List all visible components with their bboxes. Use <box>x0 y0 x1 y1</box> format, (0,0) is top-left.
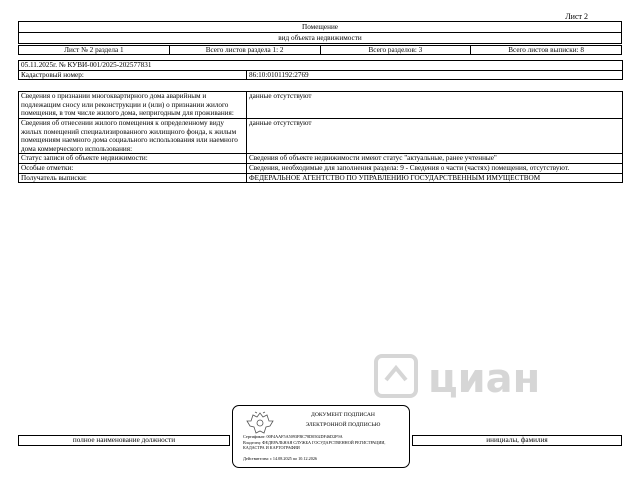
sheet-counts <box>18 45 622 55</box>
table-row <box>19 163 623 173</box>
signature-position-caption: полное наименование должности <box>18 435 230 446</box>
row-label: Особые отметки: <box>19 163 247 173</box>
record-number: 05.11.2025г. № КУВИ-001/2025-202577831 <box>19 61 623 71</box>
row-value: данные отсутствуют <box>247 118 623 153</box>
table-row <box>19 92 623 119</box>
stamp-line1: ДОКУМЕНТ ПОДПИСАН <box>311 412 375 418</box>
table-row <box>19 154 623 164</box>
property-details-table <box>18 60 623 183</box>
sections-total: Всего разделов: 3 <box>321 46 472 54</box>
row-value: Сведения об объекте недвижимости имеют статус "актуальные, ранее учтенные" <box>247 154 623 164</box>
stamp-line2: ЭЛЕКТРОННОЙ ПОДПИСЬЮ <box>305 422 381 428</box>
header-subtitle: вид объекта недвижимости <box>278 34 362 42</box>
sheet-count-section-total: Всего листов раздела 1: 2 <box>170 46 321 54</box>
row-label: Сведения об отнесении жилого помещения к определенному виду жилых помещений специализированного жилищного фонда, к жилым помещениям наемного дома социального использования или наемного дома коммерческого использования: <box>19 118 247 153</box>
stamp-certificate: Сертификат: 00F4AAF5A5093FBC78D0502DF46D2F9A <box>243 434 343 439</box>
table-row <box>19 70 623 80</box>
cadastral-value: 86:10:0101192:2769 <box>247 70 623 80</box>
page-number: Лист 2 <box>565 12 588 21</box>
row-value: ФЕДЕРАЛЬНОЕ АГЕНТСТВО ПО УПРАВЛЕНИЮ ГОСУДАРСТВЕННЫМ ИМУЩЕСТВОМ <box>247 173 623 183</box>
coat-of-arms-icon <box>243 409 277 437</box>
row-value: Сведения, необходимые для заполнения раздела: 9 - Сведения о части (частях) помещения, отсутствуют. <box>247 163 623 173</box>
stamp-owner: Владелец: ФЕДЕРАЛЬНАЯ СЛУЖБА ГОСУДАРСТВЕННОЙ РЕГИСТРАЦИИ, КАДАСТРА И КАРТОГРАФИИ <box>243 440 386 450</box>
extract-sheets-total: Всего листов выписки: 8 <box>508 46 584 54</box>
table-row <box>19 61 623 71</box>
svg-text:циан: циан <box>428 356 541 402</box>
row-label: Статус записи об объекте недвижимости: <box>19 154 247 164</box>
signature-name-caption: инициалы, фамилия <box>412 435 622 446</box>
watermark <box>370 350 580 410</box>
stamp-validity: Действителен: с 14.08.2025 по 10.12.2026 <box>243 456 318 461</box>
watermark-logo <box>370 350 580 410</box>
cadastral-label: Кадастровый номер: <box>19 70 247 80</box>
row-value: данные отсутствуют <box>247 92 623 119</box>
table-row <box>19 80 623 92</box>
row-label: Получатель выписки: <box>19 173 247 183</box>
electronic-signature-stamp <box>232 405 410 468</box>
header-title: Помещение <box>19 22 621 33</box>
row-label: Сведения о признании многоквартирного дома аварийным и подлежащим сносу или реконструкции и (или) о признании жилого помещения, в том числе жилого дома, непригодным для проживания: <box>19 92 247 119</box>
sheet-count-section: Лист № 2 раздела 1 <box>19 46 170 54</box>
table-row <box>19 118 623 153</box>
document-header <box>18 21 622 44</box>
table-row <box>19 173 623 183</box>
